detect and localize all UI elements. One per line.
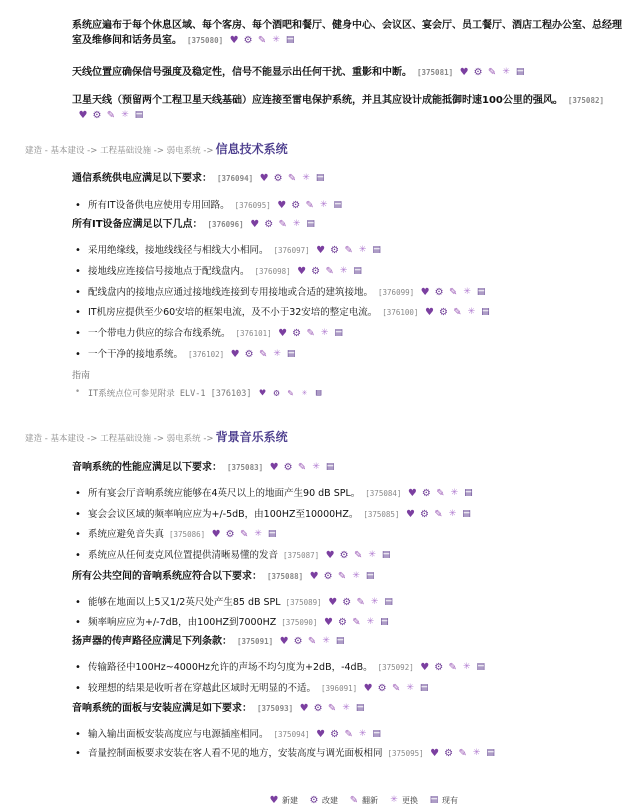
item-code: [376100] xyxy=(382,308,419,317)
status-icons xyxy=(327,597,395,608)
breadcrumb-bgm xyxy=(25,429,288,447)
intro-paragraph-2 xyxy=(72,65,624,80)
gear-icon[interactable]: ⚙ xyxy=(293,635,303,647)
heart-icon[interactable]: ♥ xyxy=(430,748,440,759)
heart-icon[interactable]: ♥ xyxy=(424,307,434,318)
list-item: • 输入输出面板安装高度应与电源插座相同。 [375094] ♥ ⚙ ✎ ✳ ▤ xyxy=(88,727,383,742)
requirement-text: 所有公共空间的音响系统应符合以下要求： xyxy=(72,571,262,582)
item-code: [375083] xyxy=(227,463,264,472)
gear-icon[interactable]: ⚙ xyxy=(421,488,431,499)
gear-icon[interactable]: ⚙ xyxy=(434,662,444,673)
status-icons xyxy=(458,67,526,78)
docs-icon[interactable]: ▤ xyxy=(285,34,295,45)
item-code: [375080] xyxy=(187,36,224,45)
star-icon[interactable]: ✳ xyxy=(121,109,129,120)
docs-icon[interactable]: ▤ xyxy=(481,307,490,317)
status-icons xyxy=(362,683,430,694)
brush-icon[interactable]: ✎ xyxy=(436,488,445,499)
requirement-text: 所有IT设备应满足以下几点： xyxy=(72,219,203,230)
item-code: [375092] xyxy=(377,663,414,672)
status-icons xyxy=(257,388,325,399)
star-icon[interactable]: ✳ xyxy=(450,488,459,498)
intro-paragraph-3 xyxy=(72,93,624,123)
item-code: [376098] xyxy=(254,267,291,276)
requirement-text: 音响系统的面板与安装应满足如下要求： xyxy=(72,703,252,714)
gear-icon[interactable]: ⚙ xyxy=(438,307,448,318)
docs-icon[interactable]: ▤ xyxy=(462,509,471,519)
bgm-requirement-3 xyxy=(72,634,346,649)
docs-icon[interactable]: ▤ xyxy=(335,635,345,646)
docs-icon[interactable]: ▤ xyxy=(476,662,485,672)
item-code: [376103] xyxy=(210,389,252,399)
gear-icon[interactable]: ⚙ xyxy=(244,349,254,360)
brush-icon[interactable]: ✎ xyxy=(458,748,467,759)
heart-icon[interactable]: ♥ xyxy=(259,172,269,184)
star-icon[interactable]: ✳ xyxy=(463,287,471,297)
heart-icon[interactable]: ♥ xyxy=(363,683,373,694)
status-icons xyxy=(406,488,474,499)
status-icons xyxy=(423,307,491,318)
guide-item: • IT系统点位可参见附录 ELV-1 [376103] ♥ ⚙ ✎ ✳ ▤ xyxy=(88,387,325,399)
list-item: • 接地线应连接信号接地点于配线盘内。 [376098] ♥ ⚙ ✎ ✳ ▤ xyxy=(88,264,364,279)
brush-icon[interactable]: ✎ xyxy=(448,287,458,298)
gear-icon[interactable]: ⚙ xyxy=(225,529,235,540)
section-title-bgm: 背景音乐系统 xyxy=(215,430,288,444)
gear-icon[interactable]: ⚙ xyxy=(264,218,274,230)
gear-icon[interactable]: ⚙ xyxy=(291,200,301,211)
legend-new: ♥ 新建 xyxy=(269,795,298,806)
status-icons xyxy=(419,287,487,298)
star-icon[interactable]: ✳ xyxy=(272,34,280,45)
heart-icon[interactable]: ♥ xyxy=(78,109,88,121)
item-code: [375087] xyxy=(283,551,320,560)
guide-label: 指南 xyxy=(72,371,91,381)
star-icon[interactable]: ✳ xyxy=(368,550,376,560)
it-requirement-2 xyxy=(72,217,317,232)
list-item: • 所有IT设备供电应使用专用回路。 [376095] ♥ ⚙ ✎ ✳ ▤ xyxy=(88,198,344,213)
star-icon[interactable]: ✳ xyxy=(462,662,471,672)
docs-icon[interactable]: ▤ xyxy=(515,66,525,77)
section-title-it: 信息技术系统 xyxy=(215,142,288,156)
status-icons xyxy=(404,509,472,520)
status-icons xyxy=(298,703,366,714)
status-icons xyxy=(258,173,326,184)
heart-icon[interactable]: ♥ xyxy=(297,266,307,277)
heart-icon[interactable]: ♥ xyxy=(328,597,338,608)
docs-icon[interactable]: ▤ xyxy=(325,461,335,472)
breadcrumb-path[interactable]: 建造 - 基本建设 -> 工程基础设施 -> 弱电系统 -> xyxy=(25,434,214,444)
brush-icon[interactable]: ✎ xyxy=(487,66,497,78)
status-icons xyxy=(210,529,278,540)
star-icon[interactable]: ✳ xyxy=(319,200,328,210)
brush-icon[interactable]: ✎ xyxy=(352,617,361,628)
status-icons xyxy=(276,200,344,211)
intro-text: 天线位置应确保信号强度及稳定性，信号不能显示出任何干扰、重影和中断。 xyxy=(72,67,412,78)
heart-icon[interactable]: ♥ xyxy=(250,218,260,230)
star-icon[interactable]: ✳ xyxy=(358,245,367,255)
heart-icon: ♥ xyxy=(269,795,279,806)
gear-icon[interactable]: ⚙ xyxy=(92,109,102,121)
docs-icon[interactable]: ▤ xyxy=(384,597,393,607)
gear-icon[interactable]: ⚙ xyxy=(342,597,352,608)
star-icon[interactable]: ✳ xyxy=(312,461,320,472)
docs-icon[interactable]: ▤ xyxy=(486,748,495,758)
status-icons xyxy=(296,266,364,277)
status-icons xyxy=(277,328,345,339)
gear-icon[interactable]: ⚙ xyxy=(273,388,280,399)
brush-icon[interactable]: ✎ xyxy=(391,683,401,694)
docs-icon[interactable]: ▤ xyxy=(353,266,362,276)
list-item: • 音量控制面板要求安装在客人看不见的地方，安装高度与调光面板相同 [375095] ♥ ⚙ ✎ ✳ ▤ xyxy=(88,746,497,761)
star-icon[interactable]: ✳ xyxy=(301,388,308,398)
brush-icon[interactable]: ✎ xyxy=(327,702,337,714)
heart-icon[interactable]: ♥ xyxy=(325,550,335,561)
item-code: [375081] xyxy=(417,68,454,77)
gear-icon[interactable]: ⚙ xyxy=(243,34,253,46)
brush-icon[interactable]: ✎ xyxy=(434,509,443,520)
heart-icon[interactable]: ♥ xyxy=(420,287,430,298)
requirement-text: 通信系统供电应满足以下要求： xyxy=(72,173,212,184)
docs-icon[interactable]: ▤ xyxy=(334,328,343,338)
gear-icon[interactable]: ⚙ xyxy=(313,702,323,714)
breadcrumb-it xyxy=(25,141,288,159)
brush-icon[interactable]: ✎ xyxy=(344,729,353,740)
heart-icon[interactable]: ♥ xyxy=(229,34,239,46)
gear-icon: ⚙ xyxy=(309,795,319,806)
status-icons xyxy=(324,550,392,561)
status-icons xyxy=(315,729,383,740)
brush-icon[interactable]: ✎ xyxy=(287,388,294,399)
heart-icon[interactable]: ♥ xyxy=(316,245,326,256)
docs-icon[interactable]: ▤ xyxy=(372,245,381,255)
gear-icon[interactable]: ⚙ xyxy=(330,729,340,740)
icon-legend xyxy=(268,795,458,806)
heart-icon[interactable]: ♥ xyxy=(309,570,319,582)
brush-icon[interactable]: ✎ xyxy=(356,597,365,608)
docs-icon[interactable]: ▤ xyxy=(419,683,429,693)
status-icons xyxy=(308,571,376,582)
item-code: [375089] xyxy=(285,598,322,607)
brush-icon[interactable]: ✎ xyxy=(278,218,287,230)
list-item: • 一个带电力供应的综合布线系统。 [376101] ♥ ⚙ ✎ ✳ ▤ xyxy=(88,326,345,341)
docs-icon[interactable]: ▤ xyxy=(355,702,365,713)
docs-icon[interactable]: ▤ xyxy=(381,550,391,560)
heart-icon[interactable]: ♥ xyxy=(230,349,240,360)
brush-icon[interactable]: ✎ xyxy=(353,550,363,561)
item-code: [376099] xyxy=(378,288,415,297)
requirement-text: 音响系统的性能应满足以下要求： xyxy=(72,462,222,473)
gear-icon[interactable]: ⚙ xyxy=(292,328,302,339)
brush-icon: ✎ xyxy=(349,795,359,806)
brush-icon[interactable]: ✎ xyxy=(325,266,334,277)
list-item: • 配线盘内的接地点应通过接地线连接到专用接地或合适的建筑接地。 [376099] ♥ ⚙ ✎ ✳ ▤ xyxy=(88,285,487,300)
star-icon[interactable]: ✳ xyxy=(322,635,330,646)
item-code: [376101] xyxy=(235,329,272,338)
star-icon[interactable]: ✳ xyxy=(502,66,510,77)
item-code: [376096] xyxy=(207,220,244,229)
item-code: [376097] xyxy=(273,246,310,255)
list-item: • IT机房应提供至少60安培的框架电流，及不小于32安培的整定电流。 [376100] ♥ ⚙ ✎ ✳ ▤ xyxy=(88,305,491,320)
docs-icon[interactable]: ▤ xyxy=(476,287,486,297)
docs-icon[interactable]: ▤ xyxy=(134,109,144,120)
heart-icon[interactable]: ♥ xyxy=(259,388,266,399)
item-code: [375095] xyxy=(387,749,424,758)
item-code: [376102] xyxy=(188,350,225,359)
star-icon[interactable]: ✳ xyxy=(342,702,350,713)
item-code: [375093] xyxy=(257,704,294,713)
status-icons xyxy=(229,349,297,360)
gear-icon[interactable]: ⚙ xyxy=(419,509,429,520)
gear-icon[interactable]: ⚙ xyxy=(273,172,283,184)
list-item: • 系统应从任何麦克风位置提供清晰易懂的发音 [375087] ♥ ⚙ ✎ ✳ ▤ xyxy=(88,548,392,563)
star-icon[interactable]: ✳ xyxy=(254,529,262,539)
status-icons xyxy=(429,748,497,759)
brush-icon[interactable]: ✎ xyxy=(344,245,353,256)
list-item: • 传输路径中100Hz~4000Hz允许的声场不均匀度为+2dB，-4dB。 [375092] ♥ ⚙ ✎ ✳ ▤ xyxy=(88,660,487,675)
heart-icon[interactable]: ♥ xyxy=(323,617,333,628)
status-icons xyxy=(322,617,390,628)
intro-paragraph-1 xyxy=(72,18,624,48)
legend-existing: ▤ 现有 xyxy=(429,795,458,805)
gear-icon[interactable]: ⚙ xyxy=(337,617,347,628)
item-code: [375086] xyxy=(169,530,206,539)
item-code: [375091] xyxy=(237,637,274,646)
docs-icon[interactable]: ▤ xyxy=(315,388,322,398)
star-icon: ✳ xyxy=(390,795,398,805)
list-item: • 系统应避免音失真 [375086] ♥ ⚙ ✎ ✳ ▤ xyxy=(88,527,278,542)
heart-icon[interactable]: ♥ xyxy=(407,488,417,499)
docs-icon[interactable]: ▤ xyxy=(365,570,375,581)
item-code: [375094] xyxy=(273,730,310,739)
heart-icon[interactable]: ♥ xyxy=(278,328,288,339)
status-icons xyxy=(278,636,346,647)
brush-icon[interactable]: ✎ xyxy=(307,635,317,647)
gear-icon[interactable]: ⚙ xyxy=(434,287,444,298)
docs-icon[interactable]: ▤ xyxy=(315,172,325,183)
docs-icon[interactable]: ▤ xyxy=(372,729,381,739)
item-code: [376094] xyxy=(217,174,254,183)
docs-icon[interactable]: ▤ xyxy=(464,488,473,498)
gear-icon[interactable]: ⚙ xyxy=(323,570,333,582)
bgm-requirement-4 xyxy=(72,701,366,716)
breadcrumb-path[interactable]: 建造 - 基本建设 -> 工程基础设施 -> 弱电系统 -> xyxy=(25,146,214,156)
star-icon[interactable]: ✳ xyxy=(472,748,481,758)
star-icon[interactable]: ✳ xyxy=(370,597,379,607)
bgm-requirement-1 xyxy=(72,460,336,475)
list-item: • 较理想的结果是收听者在穿越此区域时无明显的不适。 [396091] ♥ ⚙ ✎ ✳ ▤ xyxy=(88,681,430,696)
status-icons xyxy=(315,245,383,256)
intro-text: 系统应遍布于每个休息区域、每个客房、每个酒吧和餐厅、健身中心、会议区、宴会厅、员工餐厅、酒店工程办公室、总经理室及维修间和话务员室。 xyxy=(72,20,622,46)
docs-icon[interactable]: ▤ xyxy=(286,349,296,359)
status-icons xyxy=(419,662,487,673)
item-code: [375084] xyxy=(365,489,402,498)
legend-replace: ✳ 更换 xyxy=(388,795,418,806)
item-code: [376095] xyxy=(234,201,271,210)
heart-icon[interactable]: ♥ xyxy=(316,729,326,740)
legend-refurbish: ✎ 翻新 xyxy=(349,795,378,806)
item-code: [375085] xyxy=(363,510,400,519)
docs-icon[interactable]: ▤ xyxy=(267,529,277,539)
brush-icon[interactable]: ✎ xyxy=(287,172,297,184)
star-icon[interactable]: ✳ xyxy=(292,218,301,229)
gear-icon[interactable]: ⚙ xyxy=(311,266,321,277)
heart-icon[interactable]: ♥ xyxy=(279,635,289,647)
brush-icon[interactable]: ✎ xyxy=(305,200,314,211)
gear-icon[interactable]: ⚙ xyxy=(283,461,293,473)
brush-icon[interactable]: ✎ xyxy=(257,34,267,46)
heart-icon[interactable]: ♥ xyxy=(405,509,415,520)
gear-icon[interactable]: ⚙ xyxy=(330,245,340,256)
item-code: [396091] xyxy=(321,684,358,693)
brush-icon[interactable]: ✎ xyxy=(239,529,249,540)
brush-icon[interactable]: ✎ xyxy=(337,570,347,582)
gear-icon[interactable]: ⚙ xyxy=(444,748,454,759)
docs-icon[interactable]: ▤ xyxy=(380,617,389,627)
list-item: • 能够在地面以上5又1/2英尺处产生85 dB SPL [375089] ♥ ⚙ ✎ ✳ ▤ xyxy=(88,595,395,610)
list-item: • 频率响应应为+/-7dB，由100HZ到7000HZ [375090] ♥ ⚙ ✎ ✳ ▤ xyxy=(88,615,390,630)
brush-icon[interactable]: ✎ xyxy=(448,662,457,673)
gear-icon[interactable]: ⚙ xyxy=(377,683,387,694)
star-icon[interactable]: ✳ xyxy=(366,617,375,627)
brush-icon[interactable]: ✎ xyxy=(297,461,307,473)
heart-icon[interactable]: ♥ xyxy=(277,200,287,211)
heart-icon[interactable]: ♥ xyxy=(299,702,309,714)
brush-icon[interactable]: ✎ xyxy=(306,328,315,339)
star-icon[interactable]: ✳ xyxy=(406,683,414,693)
brush-icon[interactable]: ✎ xyxy=(106,109,116,121)
requirement-text: 扬声器的传声路径应满足下列条款： xyxy=(72,636,232,647)
star-icon[interactable]: ✳ xyxy=(448,509,457,519)
item-code: [375082] xyxy=(567,96,604,105)
status-icons xyxy=(77,110,145,121)
heart-icon[interactable]: ♥ xyxy=(211,529,221,540)
star-icon[interactable]: ✳ xyxy=(358,729,367,739)
brush-icon[interactable]: ✎ xyxy=(258,349,268,360)
status-icons xyxy=(268,462,336,473)
heart-icon[interactable]: ♥ xyxy=(420,662,430,673)
star-icon[interactable]: ✳ xyxy=(302,172,310,183)
it-requirement-1 xyxy=(72,171,326,186)
star-icon[interactable]: ✳ xyxy=(273,349,281,359)
docs-icon: ▤ xyxy=(429,795,439,805)
brush-icon[interactable]: ✎ xyxy=(453,307,462,318)
list-item: • 宴会会议区域的频率响应应为+/-5dB，由100HZ至10000HZ。 [375085] ♥ ⚙ ✎ ✳ ▤ xyxy=(88,507,472,522)
star-icon[interactable]: ✳ xyxy=(467,307,476,317)
bgm-requirement-2 xyxy=(72,569,376,584)
star-icon[interactable]: ✳ xyxy=(352,570,360,581)
gear-icon[interactable]: ⚙ xyxy=(473,66,483,78)
list-item: • 采用绝缘线，接地线线径与相线大小相同。 [376097] ♥ ⚙ ✎ ✳ ▤ xyxy=(88,243,383,258)
item-code: [375090] xyxy=(281,618,318,627)
docs-icon[interactable]: ▤ xyxy=(306,218,315,229)
status-icons xyxy=(249,219,317,230)
legend-renovate: ⚙ 改建 xyxy=(309,795,338,806)
status-icons xyxy=(228,35,296,46)
intro-text: 卫星天线（预留两个工程卫星天线基础）应连接至雷电保护系统，并且其应设计成能抵御时速100公里的强风。 xyxy=(72,95,563,106)
star-icon[interactable]: ✳ xyxy=(320,328,329,338)
item-code: [375088] xyxy=(267,572,304,581)
gear-icon[interactable]: ⚙ xyxy=(339,550,349,561)
heart-icon[interactable]: ♥ xyxy=(459,66,469,78)
star-icon[interactable]: ✳ xyxy=(339,266,348,276)
docs-icon[interactable]: ▤ xyxy=(333,200,342,210)
list-item: • 所有宴会厅音响系统应能够在4英尺以上的地面产生90 dB SPL。 [375084] ♥ ⚙ ✎ ✳ ▤ xyxy=(88,486,474,501)
heart-icon[interactable]: ♥ xyxy=(269,461,279,473)
list-item: • 一个干净的接地系统。 [376102] ♥ ⚙ ✎ ✳ ▤ xyxy=(88,347,297,362)
